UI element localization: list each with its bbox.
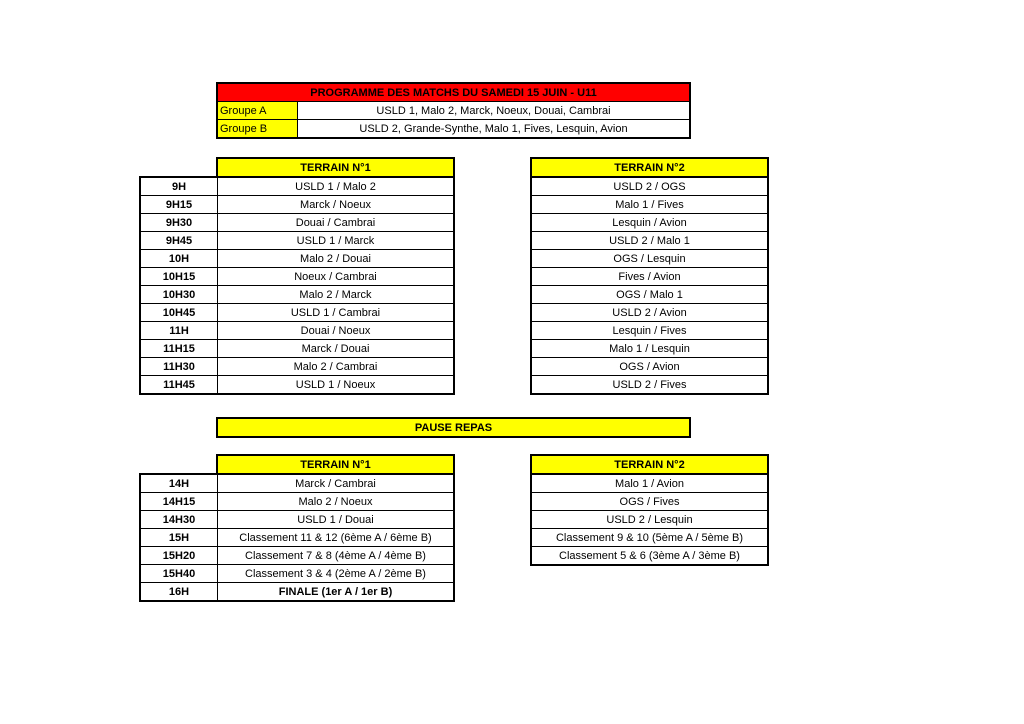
match-terrain1: Classement 11 & 12 (6ème A / 6ème B)	[218, 529, 454, 547]
schedule-row	[532, 547, 768, 565]
terrain1-title: TERRAIN N°1	[218, 159, 454, 177]
schedule-row	[141, 547, 454, 565]
match-terrain1: Douai / Noeux	[218, 322, 454, 340]
match-terrain2: USLD 2 / Fives	[532, 376, 768, 394]
terrain1-title: TERRAIN N°1	[218, 456, 454, 474]
pause-label: PAUSE REPAS	[218, 419, 690, 437]
schedule-row	[141, 511, 454, 529]
match-terrain2: USLD 2 / Lesquin	[532, 511, 768, 529]
match-terrain2: Lesquin / Fives	[532, 322, 768, 340]
match-terrain2: USLD 2 / Avion	[532, 304, 768, 322]
match-terrain1: Douai / Cambrai	[218, 214, 454, 232]
schedule-row	[532, 178, 768, 196]
time-slot: 11H15	[141, 340, 218, 358]
time-slot: 14H	[141, 475, 218, 493]
time-slot: 9H45	[141, 232, 218, 250]
match-terrain2: OGS / Lesquin	[532, 250, 768, 268]
match-terrain1: Marck / Douai	[218, 340, 454, 358]
schedule-row	[141, 304, 454, 322]
match-terrain2: Lesquin / Avion	[532, 214, 768, 232]
schedule-row	[532, 376, 768, 394]
match-terrain1: Malo 2 / Cambrai	[218, 358, 454, 376]
schedule-row	[532, 214, 768, 232]
schedule-row	[141, 529, 454, 547]
time-slot: 11H30	[141, 358, 218, 376]
match-terrain1: Noeux / Cambrai	[218, 268, 454, 286]
time-slot: 15H20	[141, 547, 218, 565]
schedule-row	[141, 286, 454, 304]
time-slot: 14H15	[141, 493, 218, 511]
time-slot: 15H	[141, 529, 218, 547]
schedule-row	[141, 565, 454, 583]
schedule-row	[141, 250, 454, 268]
schedule-row	[532, 493, 768, 511]
afternoon-terrain2-header	[531, 455, 768, 474]
group-a-teams: USLD 1, Malo 2, Marck, Noeux, Douai, Cambrai	[298, 102, 690, 120]
schedule-row	[141, 340, 454, 358]
time-slot: 9H30	[141, 214, 218, 232]
match-terrain1: Malo 2 / Douai	[218, 250, 454, 268]
schedule-row	[141, 178, 454, 196]
morning-terrain2-schedule	[531, 177, 768, 394]
match-terrain1: Marck / Noeux	[218, 196, 454, 214]
terrain2-title: TERRAIN N°2	[532, 456, 768, 474]
time-slot: 15H40	[141, 565, 218, 583]
match-terrain2: Classement 9 & 10 (5ème A / 5ème B)	[532, 529, 768, 547]
pause-banner	[217, 418, 690, 437]
match-terrain2: USLD 2 / Malo 1	[532, 232, 768, 250]
schedule-row	[141, 196, 454, 214]
time-slot: 9H	[141, 178, 218, 196]
afternoon-terrain1-schedule	[140, 474, 454, 601]
match-terrain1: USLD 1 / Cambrai	[218, 304, 454, 322]
schedule-row	[141, 322, 454, 340]
match-terrain2: OGS / Malo 1	[532, 286, 768, 304]
group-a-label: Groupe A	[218, 102, 298, 120]
group-b-label: Groupe B	[218, 120, 298, 138]
schedule-row	[532, 340, 768, 358]
match-terrain1: Malo 2 / Marck	[218, 286, 454, 304]
match-terrain1: USLD 1 / Marck	[218, 232, 454, 250]
match-terrain2: Malo 1 / Lesquin	[532, 340, 768, 358]
schedule-row	[141, 475, 454, 493]
schedule-row	[141, 583, 454, 601]
schedule-row	[532, 232, 768, 250]
match-terrain2: Malo 1 / Fives	[532, 196, 768, 214]
afternoon-terrain1-header	[217, 455, 454, 474]
time-slot: 10H30	[141, 286, 218, 304]
schedule-row	[532, 250, 768, 268]
schedule-row	[532, 358, 768, 376]
match-terrain1: Malo 2 / Noeux	[218, 493, 454, 511]
match-terrain2: OGS / Fives	[532, 493, 768, 511]
match-terrain2: OGS / Avion	[532, 358, 768, 376]
time-slot: 11H	[141, 322, 218, 340]
match-terrain1: Classement 3 & 4 (2ème A / 2ème B)	[218, 565, 454, 583]
match-terrain1: Marck / Cambrai	[218, 475, 454, 493]
schedule-row	[532, 286, 768, 304]
terrain2-title: TERRAIN N°2	[532, 159, 768, 177]
schedule-row	[141, 214, 454, 232]
schedule-row	[141, 376, 454, 394]
schedule-row	[532, 196, 768, 214]
schedule-row	[141, 493, 454, 511]
time-slot: 10H	[141, 250, 218, 268]
time-slot: 11H45	[141, 376, 218, 394]
schedule-row	[532, 511, 768, 529]
time-slot: 14H30	[141, 511, 218, 529]
match-terrain1: USLD 1 / Douai	[218, 511, 454, 529]
schedule-row	[532, 529, 768, 547]
time-slot: 9H15	[141, 196, 218, 214]
page-title: PROGRAMME DES MATCHS DU SAMEDI 15 JUIN - U11	[218, 84, 690, 102]
schedule-row	[532, 322, 768, 340]
morning-terrain2-header	[531, 158, 768, 177]
schedule-row	[141, 358, 454, 376]
match-terrain1: USLD 1 / Noeux	[218, 376, 454, 394]
match-terrain2: Classement 5 & 6 (3ème A / 3ème B)	[532, 547, 768, 565]
time-slot: 10H15	[141, 268, 218, 286]
schedule-row	[532, 268, 768, 286]
morning-terrain1-header	[217, 158, 454, 177]
match-terrain1: FINALE (1er A / 1er B)	[218, 583, 454, 601]
afternoon-terrain2-schedule	[531, 474, 768, 565]
match-terrain1: Classement 7 & 8 (4ème A / 4ème B)	[218, 547, 454, 565]
match-terrain2: USLD 2 / OGS	[532, 178, 768, 196]
group-b-teams: USLD 2, Grande-Synthe, Malo 1, Fives, Lesquin, Avion	[298, 120, 690, 138]
schedule-row	[141, 232, 454, 250]
header-table	[217, 83, 690, 138]
schedule-row	[141, 268, 454, 286]
match-terrain2: Malo 1 / Avion	[532, 475, 768, 493]
schedule-row	[532, 304, 768, 322]
schedule-row	[532, 475, 768, 493]
match-terrain1: USLD 1 / Malo 2	[218, 178, 454, 196]
morning-terrain1-schedule	[140, 177, 454, 394]
time-slot: 10H45	[141, 304, 218, 322]
match-terrain2: Fives / Avion	[532, 268, 768, 286]
time-slot: 16H	[141, 583, 218, 601]
